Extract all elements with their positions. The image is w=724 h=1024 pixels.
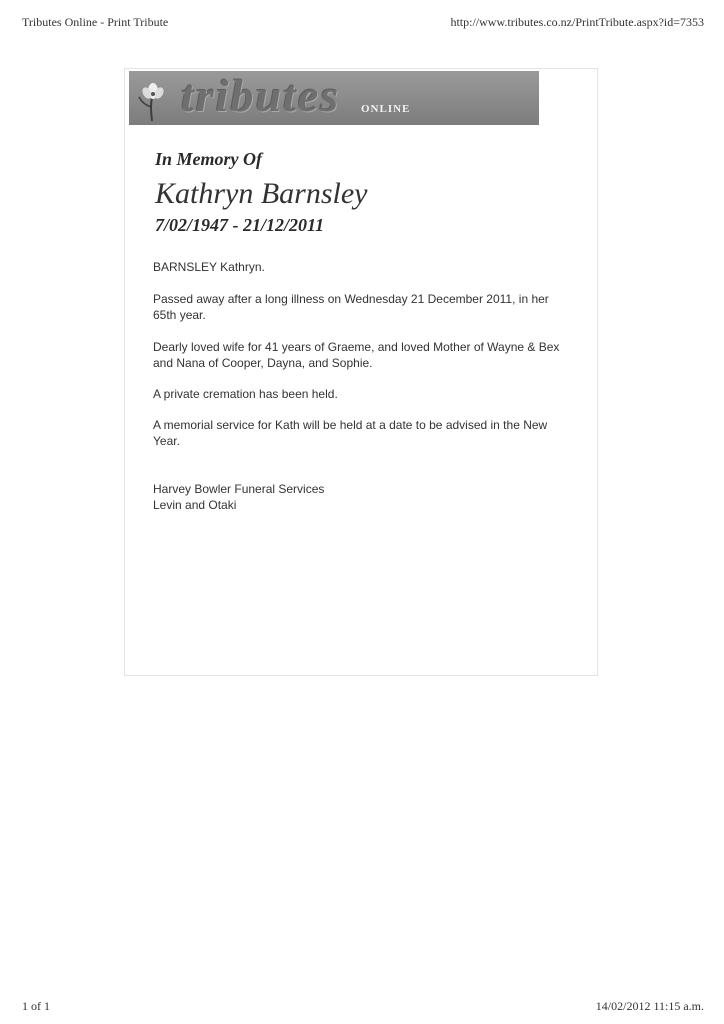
banner-logo-word: tributes [181,71,341,121]
tribute-paragraph: A private cremation has been held. [153,387,338,401]
deceased-name: Kathryn Barnsley [155,177,368,210]
in-memory-heading: In Memory Of [155,149,262,169]
tribute-paragraph: Dearly loved wife for 41 years of Graeme, and loved Mother of Wayne & Bex and Nana of Cooper, Dayna, and Sophie. [153,340,560,370]
print-footer-page: 1 of 1 [22,999,50,1013]
print-header-url: http://www.tributes.co.nz/PrintTribute.aspx?id=7353 [450,15,704,29]
tributes-online-banner [129,71,539,125]
flower-icon [133,77,171,123]
tribute-paragraph: Passed away after a long illness on Wednesday 21 December 2011, in her 65th year. [153,292,549,322]
tribute-card [124,68,598,676]
banner-logo-online: ONLINE [361,103,411,115]
funeral-director-location: Levin and Otaki [153,498,237,512]
print-footer-datetime: 14/02/2012 11:15 a.m. [595,999,704,1013]
funeral-director-name: Harvey Bowler Funeral Services [153,482,325,496]
tribute-paragraph: BARNSLEY Kathryn. [153,260,265,274]
tribute-paragraph: A memorial service for Kath will be held at a date to be advised in the New Year. [153,418,548,448]
life-dates: 7/02/1947 - 21/12/2011 [155,215,325,235]
print-header-title: Tributes Online - Print Tribute [22,15,169,29]
